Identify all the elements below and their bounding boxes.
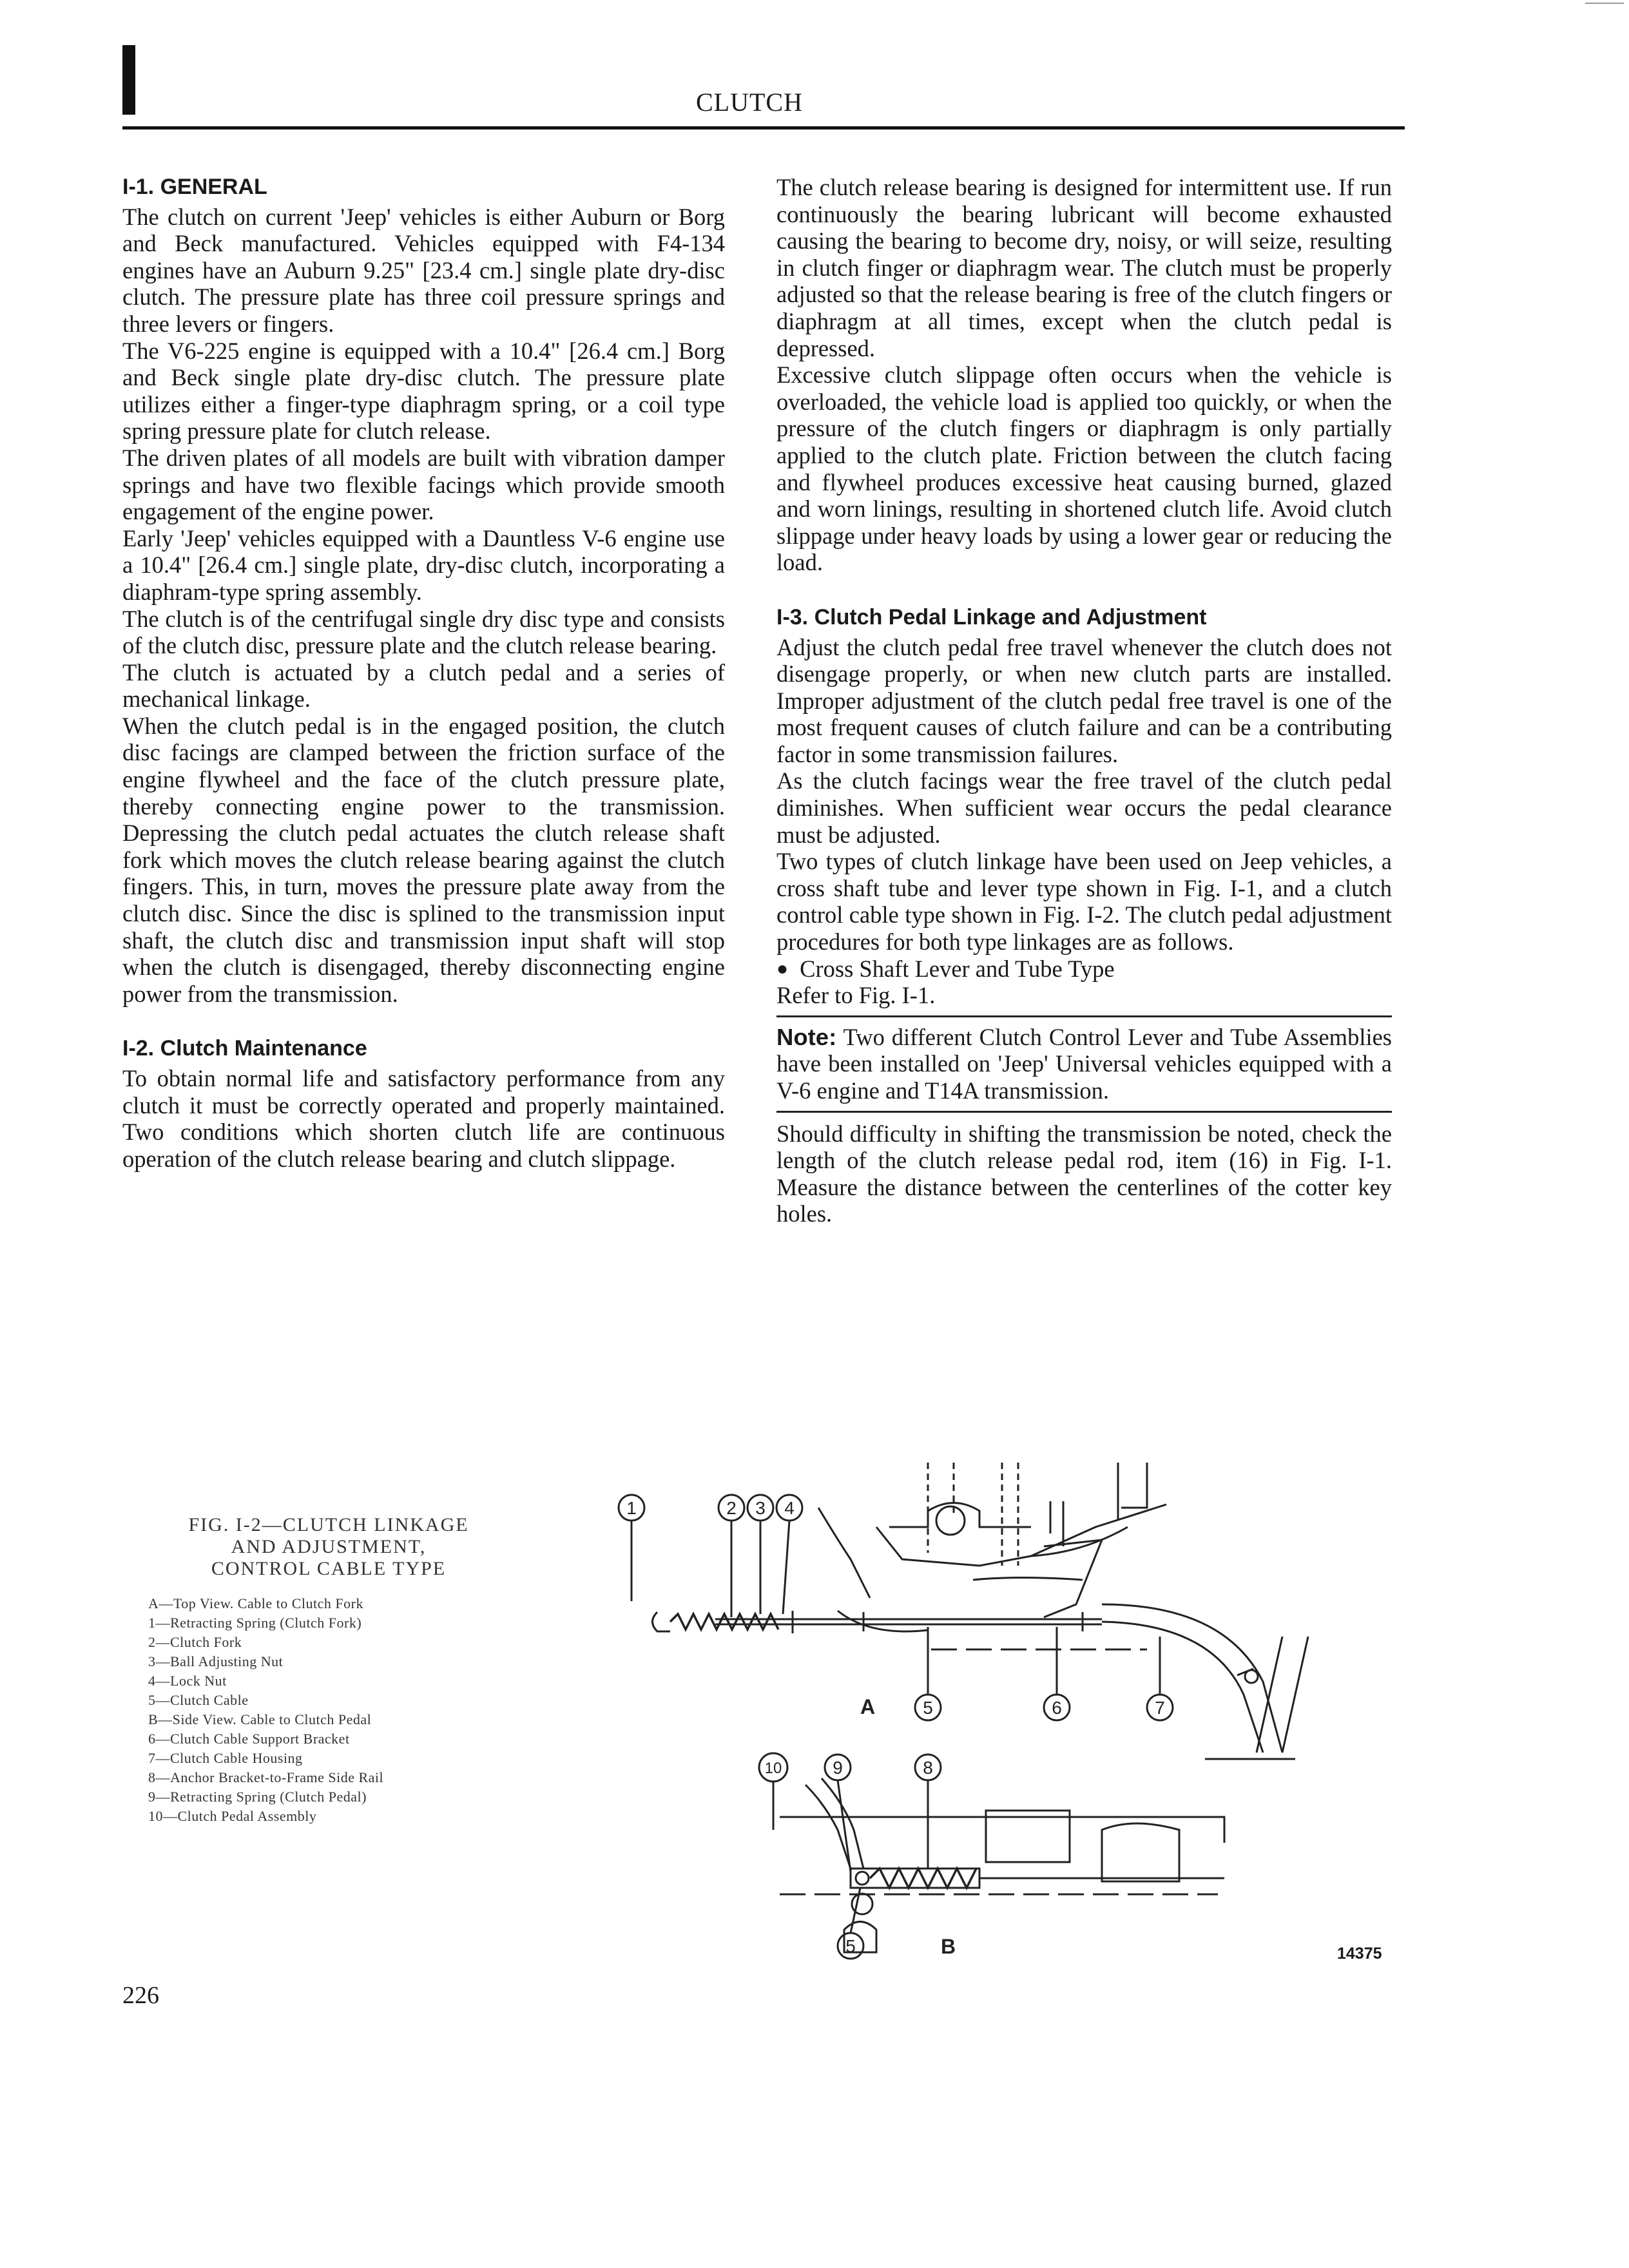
page-number: 226 — [122, 1982, 159, 2009]
view-b-side — [780, 1778, 1224, 1952]
paragraph: Excessive clutch slippage often occurs when the vehicle is overloaded, the vehicle load is applied too quickly, or when the pressure of the clutch fingers or diaphragm is only partially applied to the clutch plate. Friction between the clutch facing and flywheel produces excessive heat causing burned, glazed and worn linings, resulting in shortened clutch life. Avoid clutch slippage under heavy loads by using a lower gear or reducing the load. — [776, 361, 1392, 576]
paragraph: The clutch is of the centrifugal single dry disc type and consists of the clutch disc, pressure plate and the clutch release bearing. — [122, 605, 725, 659]
refer-line: Refer to Fig. I-1. — [776, 982, 936, 1009]
section-heading-general: I-1. GENERAL — [122, 175, 267, 199]
callouts — [619, 1495, 1173, 1959]
clutch-linkage-diagram — [567, 1443, 1405, 1972]
callout-5-b — [838, 1888, 863, 1959]
callout-label: 4 — [784, 1498, 795, 1518]
note-box — [776, 1015, 1392, 1113]
note-label: Note: — [776, 1023, 837, 1050]
figure-caption — [148, 1514, 509, 1580]
callout-label: 2 — [726, 1498, 737, 1518]
legend-item: 2—Clutch Fork — [148, 1634, 242, 1650]
callout-8 — [915, 1754, 941, 1869]
left-column — [122, 174, 725, 1172]
bullet-text: Cross Shaft Lever and Tube Type — [800, 955, 1115, 982]
paragraph: The clutch on current 'Jeep' vehicles is either Auburn or Borg and Beck manufactured. Vehicles equipped with F4-134 engines have an Auburn 9.25" [23.4 cm.] single plate dry-disc clutch. The pressure plate has three coil pressure springs and three levers or fingers. — [122, 203, 725, 337]
bullet-item — [776, 956, 1392, 983]
bullet-icon: ● — [776, 957, 789, 979]
callout-label: 6 — [1052, 1698, 1062, 1718]
chapter-letter-bar — [122, 45, 135, 115]
paragraph: Should difficulty in shifting the transmission be noted, check the length of the clutch release pedal rod, item (16) in Fig. I-1. Measure the distance between the centerlines of the cotter key holes. — [776, 1120, 1392, 1227]
callout-4 — [776, 1495, 802, 1614]
page-header-title: CLUTCH — [696, 88, 803, 117]
scan-mark — [1585, 3, 1624, 4]
legend-list — [148, 1594, 509, 1826]
view-a-label: A — [860, 1695, 876, 1718]
callout-label: 5 — [845, 1936, 856, 1956]
callout-label: 5 — [923, 1698, 933, 1718]
view-a-top — [653, 1463, 1309, 1759]
callout-6 — [1044, 1627, 1070, 1720]
paragraph: When the clutch pedal is in the engaged position, the clutch disc facings are clamped between the friction surface of the engine flywheel and the face of the clutch pressure plate, thereby connecting engine power to the transmission. Depressing the clutch pedal actuates the clutch release shaft fork which moves the clutch release bearing against the clutch fingers. This, in turn, moves the pressure plate away from the clutch disc. Since the disc is splined to the transmission input shaft, the clutch disc and transmission input shaft will stop when the clutch is disengaged, thereby disconnecting engine power from the transmission. — [122, 712, 725, 1007]
callout-5 — [915, 1627, 941, 1720]
legend-item: 7—Clutch Cable Housing — [148, 1750, 303, 1766]
legend-item: 9—Retracting Spring (Clutch Pedal) — [148, 1789, 367, 1805]
header-rule — [122, 126, 1405, 130]
legend-item: 3—Ball Adjusting Nut — [148, 1653, 284, 1669]
legend-item: 1—Retracting Spring (Clutch Fork) — [148, 1615, 362, 1631]
callout-10 — [759, 1753, 787, 1830]
paragraph: To obtain normal life and satisfactory performance from any clutch it must be correctly operated and properly maintained. Two conditions which shorten clutch life are continuous operation of the clutch release bearing and clutch slippage. — [122, 1065, 725, 1172]
section-heading-linkage: I-3. Clutch Pedal Linkage and Adjustment — [776, 604, 1207, 629]
paragraph: Early 'Jeep' vehicles equipped with a Dauntless V-6 engine use a 10.4" [26.4 cm.] single plate, dry-disc clutch, incorporating a diaphram-type spring assembly. — [122, 524, 725, 605]
caption-line: FIG. I-2—CLUTCH LINKAGE — [188, 1514, 469, 1535]
legend-item: 5—Clutch Cable — [148, 1692, 249, 1708]
legend-item: A—Top View. Cable to Clutch Fork — [148, 1595, 363, 1611]
paragraph: Adjust the clutch pedal free travel whenever the clutch does not disengage properly, or when new clutch parts are installed. Improper adjustment of the clutch pedal free travel is one of the most frequent causes of clutch failure and can be a contributing factor in some transmission failures. — [776, 633, 1392, 767]
callout-label: 1 — [626, 1498, 637, 1518]
callout-label: 9 — [833, 1758, 843, 1778]
view-b-label: B — [941, 1935, 956, 1958]
callout-1 — [619, 1495, 644, 1601]
callout-3 — [747, 1495, 773, 1614]
figure-legend — [148, 1514, 509, 1826]
legend-item: 10—Clutch Pedal Assembly — [148, 1808, 317, 1824]
paragraph: Two types of clutch linkage have been used on Jeep vehicles, a cross shaft tube and lever type shown in Fig. I-1, and a clutch control cable type shown in Fig. I-2. The clutch pedal adjustment procedures for both type linkages are as follows. — [776, 848, 1392, 956]
legend-item: 8—Anchor Bracket-to-Frame Side Rail — [148, 1769, 384, 1785]
note-text: Two different Clutch Control Lever and Tube Assemblies have been installed on 'Jeep' Universal vehicles equipped with a V-6 engine and T14A transmission. — [776, 1023, 1393, 1104]
right-column — [776, 174, 1392, 1227]
legend-item: 4—Lock Nut — [148, 1673, 227, 1689]
callout-2 — [718, 1495, 744, 1617]
callout-label: 3 — [755, 1498, 766, 1518]
legend-item: B—Side View. Cable to Clutch Pedal — [148, 1711, 372, 1727]
paragraph: The clutch is actuated by a clutch pedal and a series of mechanical linkage. — [122, 658, 725, 713]
caption-line: AND ADJUSTMENT, — [231, 1536, 427, 1557]
paragraph: The clutch release bearing is designed for intermittent use. If run continuously the bearing lubricant will become exhausted causing the bearing to become dry, noisy, or will seize, resulting in clutch finger or diaphragm wear. The clutch must be properly adjusted so that the release bearing is free of the clutch fingers or diaphragm at all times, except when the clutch pedal is depressed. — [776, 174, 1392, 361]
callout-label: 8 — [923, 1758, 933, 1778]
section-heading-maintenance: I-2. Clutch Maintenance — [122, 1036, 367, 1061]
callout-label: 10 — [764, 1760, 782, 1777]
callout-label: 7 — [1155, 1698, 1165, 1718]
paragraph: As the clutch facings wear the free travel of the clutch pedal diminishes. When sufficient wear occurs the pedal clearance must be adjusted. — [776, 767, 1392, 848]
figure-code: 14375 — [1337, 1945, 1382, 1963]
legend-item: 6—Clutch Cable Support Bracket — [148, 1731, 350, 1747]
paragraph: The V6-225 engine is equipped with a 10.4" [26.4 cm.] Borg and Beck single plate dry-disc clutch. The pressure plate utilizes either a finger-type diaphragm spring, or a coil type spring pressure plate for clutch release. — [122, 337, 725, 445]
callout-7 — [1147, 1637, 1173, 1720]
caption-line: CONTROL CABLE TYPE — [211, 1558, 447, 1579]
paragraph: The driven plates of all models are built with vibration damper springs and have two flexible facings which provide smooth engagement of the engine power. — [122, 444, 725, 525]
